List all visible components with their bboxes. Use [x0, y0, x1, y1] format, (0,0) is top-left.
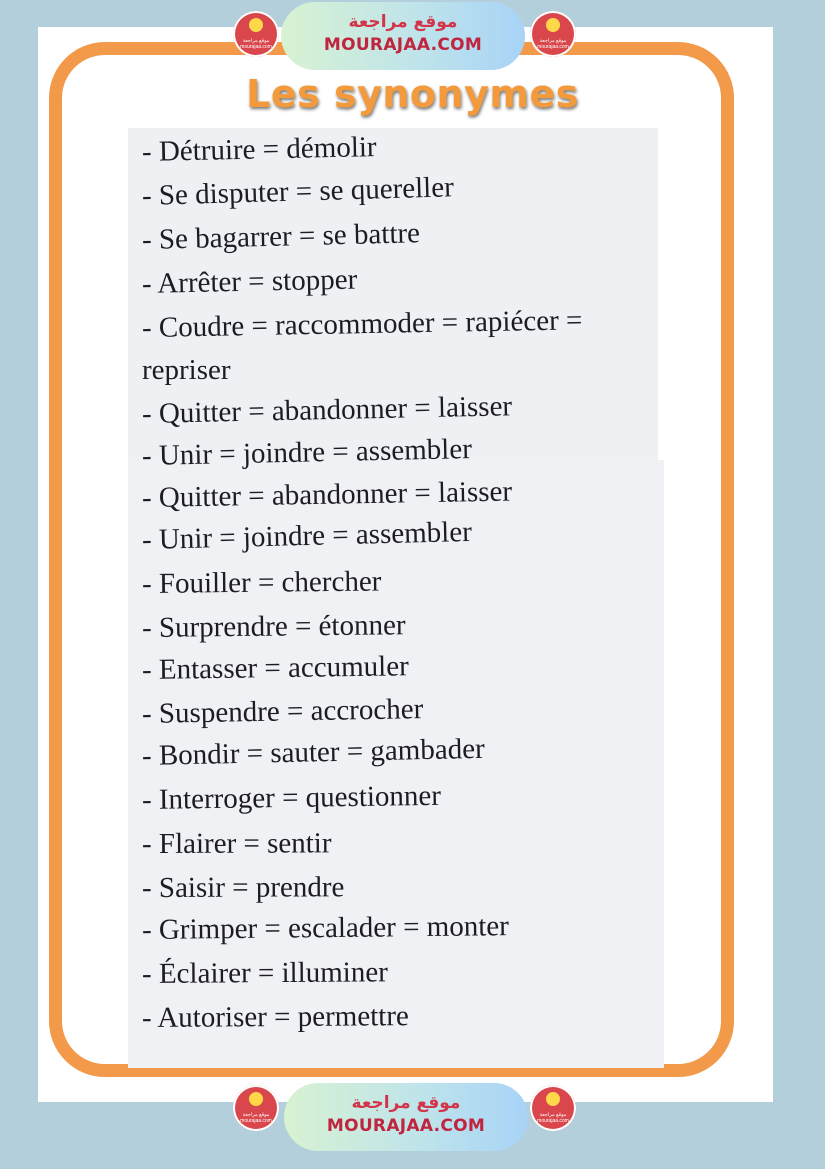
site-name-arabic: موقع مراجعة — [351, 1093, 461, 1113]
footer-logo-right — [530, 1085, 576, 1131]
logo-text: موقع مراجعة mourajaa.com — [240, 38, 272, 50]
synonym-line: repriser — [142, 354, 231, 386]
logo-text: موقع مراجعة mourajaa.com — [537, 1112, 569, 1124]
synonym-line: - Saisir = prendre — [141, 871, 345, 904]
logo-face-icon — [249, 1092, 263, 1106]
logo-face-icon — [249, 18, 263, 32]
synonym-line: - Interroger = questionner — [141, 779, 442, 816]
synonym-line: - Fouiller = chercher — [141, 565, 382, 600]
synonym-line: - Arrêter = stopper — [141, 263, 358, 300]
synonym-line: - Flairer = sentir — [141, 827, 332, 860]
synonym-line: - Se disputer = se quereller — [141, 171, 455, 212]
synonym-line: - Surprendre = étonner — [141, 609, 406, 644]
synonym-line: - Entasser = accumuler — [141, 650, 409, 686]
synonym-line: - Autoriser = permettre — [141, 1000, 409, 1034]
synonym-line: - Quitter = abandonner = laisser — [141, 475, 513, 514]
synonym-line: - Se bagarrer = se battre — [141, 217, 421, 256]
site-name-latin: MOURAJAA.COM — [326, 1116, 486, 1136]
footer-site-badge[interactable] — [284, 1083, 528, 1151]
logo-text: موقع مراجعة mourajaa.com — [537, 38, 569, 50]
synonym-line: - Coudre = raccommoder = rapiécer = — [141, 304, 583, 344]
header-logo-right — [530, 11, 576, 57]
logo-text: موقع مراجعة mourajaa.com — [240, 1112, 272, 1124]
site-name-arabic: موقع مراجعة — [348, 12, 458, 32]
synonym-line: - Détruire = démolir — [141, 131, 377, 168]
site-name-latin: MOURAJAA.COM — [323, 35, 483, 55]
synonym-line: - Bondir = sauter = gambader — [141, 732, 485, 772]
logo-face-icon — [546, 1092, 560, 1106]
page-title: Les synonymes — [246, 72, 579, 116]
footer-logo-left — [233, 1085, 279, 1131]
header-site-badge[interactable] — [281, 2, 525, 70]
logo-face-icon — [546, 18, 560, 32]
synonym-line: - Unir = joindre = assembler — [141, 515, 473, 556]
header-logo-left — [233, 11, 279, 57]
synonym-line: - Suspendre = accrocher — [141, 693, 424, 730]
synonym-line: - Grimper = escalader = monter — [141, 910, 510, 946]
synonym-line: - Unir = joindre = assembler — [141, 433, 473, 472]
synonym-line: - Quitter = abandonner = laisser — [141, 390, 513, 430]
synonym-line: - Éclairer = illuminer — [141, 956, 388, 990]
